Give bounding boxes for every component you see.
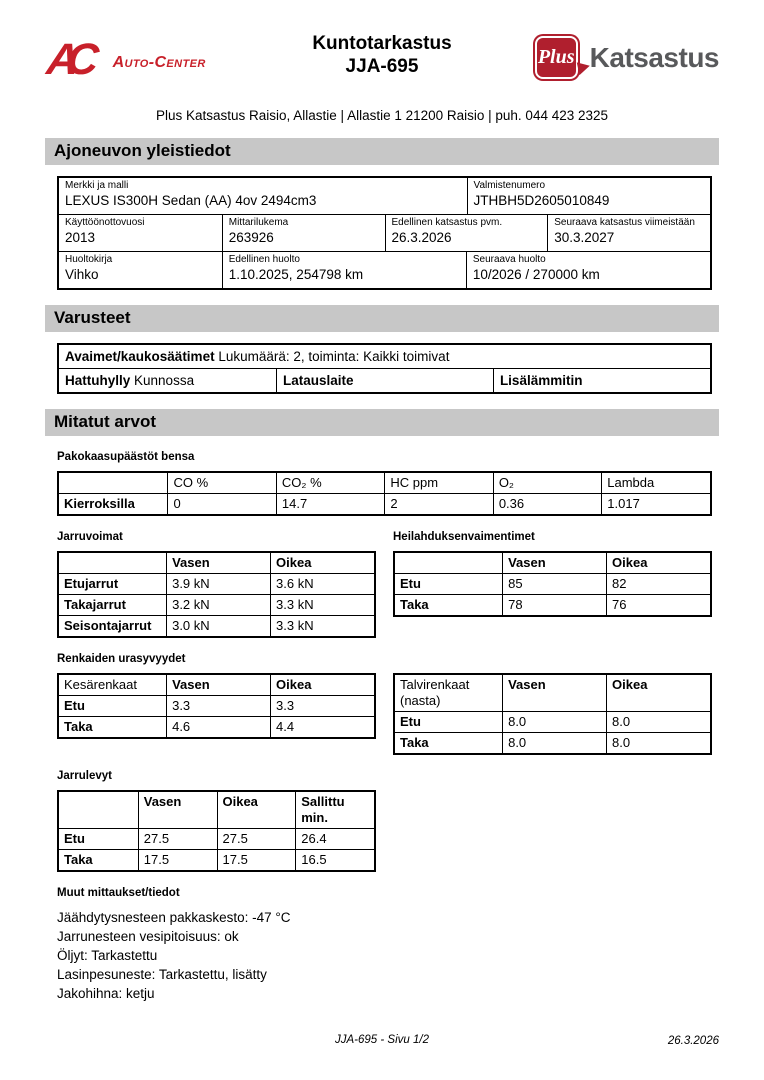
section-header-vehicle-info: Ajoneuvon yleistiedot <box>45 138 719 165</box>
table-cell: 26.4 <box>295 829 374 849</box>
tyre-tables-columns <box>57 673 712 755</box>
footer-page-number: JJA-695 - Sivu 1/2 <box>335 1034 429 1046</box>
page-footer <box>0 1034 764 1046</box>
table-header-cell: Talvirenkaat (nasta) <box>400 677 470 708</box>
field-label: Edellinen katsastus pvm. <box>391 217 503 228</box>
plus-logo-badge <box>533 34 580 81</box>
row-label: Takajarrut <box>64 597 126 612</box>
row-label: Seisontajarrut <box>64 618 152 633</box>
table-row <box>395 573 710 594</box>
cell-mittarilukema <box>222 215 385 251</box>
field-label: Edellinen huolto <box>228 254 300 265</box>
report-type-title: Kuntotarkastus <box>312 33 452 54</box>
other-measurements-list <box>57 908 712 1003</box>
table-header-cell: O₂ <box>493 473 601 493</box>
section-header-measured-values: Mitatut arvot <box>45 409 719 436</box>
table-header-row <box>395 675 710 711</box>
row-label: Kierroksilla <box>64 496 135 511</box>
table-header-row <box>395 553 710 573</box>
table-cell: 0.36 <box>493 494 601 514</box>
measured-values-block <box>57 451 712 1003</box>
table-header-cell: Vasen <box>166 675 270 695</box>
auto-center-logo-mark: AC <box>44 35 90 84</box>
table-header-cell <box>59 792 138 828</box>
row-label: Taka <box>400 735 429 750</box>
table-cell: 8.0 <box>502 733 606 753</box>
station-address: Plus Katsastus Raisio, Allastie | Allastie 1 21200 Raisio | puh. 044 423 2325 <box>155 108 609 123</box>
report-body <box>45 138 719 1003</box>
other-measurement-line: Jarrunesteen vesipitoisuus: ok <box>57 929 239 944</box>
table-header-cell: CO₂ % <box>276 473 384 493</box>
table-cell: 3.0 kN <box>166 616 270 636</box>
other-measurement-line: Jäähdytysnesteen pakkaskesto: -47 °C <box>57 910 291 925</box>
table-row <box>59 493 710 514</box>
table-header-row <box>59 553 374 573</box>
cell-seuraava-huolto <box>466 252 710 288</box>
table-row <box>59 594 374 615</box>
field-label: Huoltokirja <box>65 254 113 265</box>
table-cell: 3.3 kN <box>270 616 374 636</box>
field-value: 2013 <box>65 230 96 245</box>
footer-date: 26.3.2026 <box>667 1035 719 1047</box>
field-label: Seuraava huolto <box>472 254 546 265</box>
equipment-label: Hattuhylly <box>65 373 131 388</box>
table-row <box>59 828 374 849</box>
auto-center-logo <box>44 35 206 84</box>
section-header-equipment: Varusteet <box>45 305 719 332</box>
field-value: 26.3.2026 <box>391 230 452 245</box>
row-label: Taka <box>400 597 429 612</box>
field-label: Valmistenumero <box>473 180 546 191</box>
table-row <box>59 615 374 636</box>
cell-latauslaite <box>276 369 493 392</box>
table-cell: 3.3 <box>166 696 270 716</box>
table-cell: 78 <box>502 595 606 615</box>
row-label: Taka <box>64 852 93 867</box>
summer-tyres-column <box>57 673 376 739</box>
tyres-caption: Renkaiden urasyvyydet <box>57 653 186 665</box>
cell-edellinen-katsastus <box>385 215 548 251</box>
table-header-row <box>59 675 374 695</box>
field-value: Vihko <box>65 267 99 282</box>
table-cell: 1.017 <box>601 494 709 514</box>
summer-tyres-table <box>57 673 376 739</box>
brake-discs-table <box>57 790 376 872</box>
table-row <box>395 594 710 615</box>
report-header <box>45 32 719 96</box>
other-measurement-line: Öljyt: Tarkastettu <box>57 948 158 963</box>
table-row <box>395 732 710 753</box>
table-header-cell: Kesärenkaat <box>64 677 137 692</box>
other-measurements-caption: Muut mittaukset/tiedot <box>57 887 180 899</box>
cell-seuraava-katsastus <box>547 215 710 251</box>
table-cell: 0 <box>167 494 275 514</box>
table-cell: 3.6 kN <box>270 574 374 594</box>
table-cell: 85 <box>502 574 606 594</box>
dampers-caption: Heilahduksenvaimentimet <box>393 531 535 543</box>
table-cell: 27.5 <box>138 829 217 849</box>
row-label: Etu <box>400 576 421 591</box>
table-cell: 3.3 kN <box>270 595 374 615</box>
emissions-table <box>57 471 712 516</box>
equipment-label: Avaimet/kaukosäätimet <box>65 349 215 364</box>
brakes-dampers-columns <box>57 516 712 638</box>
vehicle-info-block <box>57 176 712 290</box>
field-label: Seuraava katsastus viimeistään <box>554 217 695 228</box>
winter-tyres-table <box>393 673 712 755</box>
plus-katsastus-logo <box>533 34 719 81</box>
brake-forces-table <box>57 551 376 638</box>
row-label: Etu <box>64 831 85 846</box>
auto-center-logo-text: Auto-Center <box>112 54 206 71</box>
dampers-column <box>393 516 712 617</box>
table-header-cell: Vasen <box>138 792 217 828</box>
brake-discs-caption: Jarrulevyt <box>57 770 112 782</box>
plus-logo-badge-text: Plus <box>537 46 575 68</box>
field-label: Merkki ja malli <box>65 180 129 191</box>
table-header-cell: Oikea <box>606 675 710 711</box>
table-cell: 8.0 <box>502 712 606 732</box>
table-cell: 76 <box>606 595 710 615</box>
brakes-caption: Jarruvoimat <box>57 531 123 543</box>
table-header-cell <box>59 553 166 573</box>
field-value: JTHBH5D2605010849 <box>473 193 610 208</box>
cell-valmistenumero <box>467 178 710 214</box>
vehicle-info-row <box>59 214 710 251</box>
table-header-row <box>59 792 374 828</box>
table-header-cell: Oikea <box>270 553 374 573</box>
cell-lisalammitin <box>493 369 710 392</box>
table-cell: 16.5 <box>295 850 374 870</box>
table-header-cell: Sallittu min. <box>295 792 374 828</box>
equipment-value: Kunnossa <box>134 373 195 388</box>
row-label: Etujarrut <box>64 576 119 591</box>
table-header-cell: Oikea <box>270 675 374 695</box>
table-cell: 3.2 kN <box>166 595 270 615</box>
field-value: 263926 <box>228 230 274 245</box>
equipment-row <box>59 368 710 392</box>
table-cell: 4.4 <box>270 717 374 737</box>
table-row <box>59 716 374 737</box>
table-cell: 17.5 <box>138 850 217 870</box>
table-row <box>59 573 374 594</box>
report-title <box>312 32 451 78</box>
vehicle-info-table <box>57 176 712 290</box>
table-header-cell: Oikea <box>217 792 296 828</box>
field-value: LEXUS IS300H Sedan (AA) 4ov 2494cm3 <box>65 193 317 208</box>
row-label: Etu <box>400 714 421 729</box>
row-label: Taka <box>64 719 93 734</box>
equipment-label: Lisälämmitin <box>499 373 583 388</box>
plus-logo-tail-icon <box>576 60 590 75</box>
equipment-label: Latauslaite <box>282 373 354 388</box>
table-row <box>59 849 374 870</box>
cell-kayttoonottovuosi <box>59 215 222 251</box>
emissions-caption: Pakokaasupäästöt bensa <box>57 451 195 463</box>
vehicle-info-row <box>59 178 710 214</box>
table-cell: 3.9 kN <box>166 574 270 594</box>
table-header-cell: CO % <box>167 473 275 493</box>
field-label: Mittarilukema <box>228 217 289 228</box>
cell-merkki-ja-malli <box>59 178 467 214</box>
table-header-cell: Vasen <box>166 553 270 573</box>
table-row <box>59 695 374 716</box>
table-cell: 8.0 <box>606 733 710 753</box>
cell-edellinen-huolto <box>222 252 466 288</box>
table-cell: 17.5 <box>217 850 296 870</box>
table-header-cell: Vasen <box>502 553 606 573</box>
dampers-table <box>393 551 712 617</box>
table-header-row <box>59 473 710 493</box>
table-cell: 14.7 <box>276 494 384 514</box>
table-header-cell <box>395 553 502 573</box>
table-cell: 27.5 <box>217 829 296 849</box>
table-header-cell <box>59 473 167 493</box>
table-cell: 8.0 <box>606 712 710 732</box>
equipment-block <box>57 343 712 394</box>
table-cell: 3.3 <box>270 696 374 716</box>
equipment-table <box>57 343 712 394</box>
cell-huoltokirja <box>59 252 222 288</box>
equipment-row <box>59 345 710 368</box>
table-header-cell: Lambda <box>601 473 709 493</box>
table-header-cell: Vasen <box>502 675 606 711</box>
cell-hattuhylly <box>59 369 276 392</box>
plus-logo-text: Katsastus <box>589 41 719 73</box>
table-cell: 82 <box>606 574 710 594</box>
table-row <box>395 711 710 732</box>
field-value: 1.10.2025, 254798 km <box>228 267 364 282</box>
vehicle-registration: JJA-695 <box>345 56 419 77</box>
brakes-column <box>57 516 376 638</box>
table-cell: 2 <box>384 494 492 514</box>
winter-tyres-column <box>393 673 712 755</box>
field-value: 30.3.2027 <box>554 230 615 245</box>
other-measurement-line: Jakohihna: ketju <box>57 986 155 1001</box>
equipment-value: Lukumäärä: 2, toiminta: Kaikki toimivat <box>218 349 450 364</box>
field-label: Käyttöönottovuosi <box>65 217 145 228</box>
row-label: Etu <box>64 698 85 713</box>
table-header-cell: Oikea <box>606 553 710 573</box>
field-value: 10/2026 / 270000 km <box>472 267 600 282</box>
other-measurement-line: Lasinpesuneste: Tarkastettu, lisätty <box>57 967 267 982</box>
vehicle-info-row <box>59 251 710 288</box>
table-header-cell: HC ppm <box>384 473 492 493</box>
table-cell: 4.6 <box>166 717 270 737</box>
cell-avaimet <box>59 345 710 368</box>
